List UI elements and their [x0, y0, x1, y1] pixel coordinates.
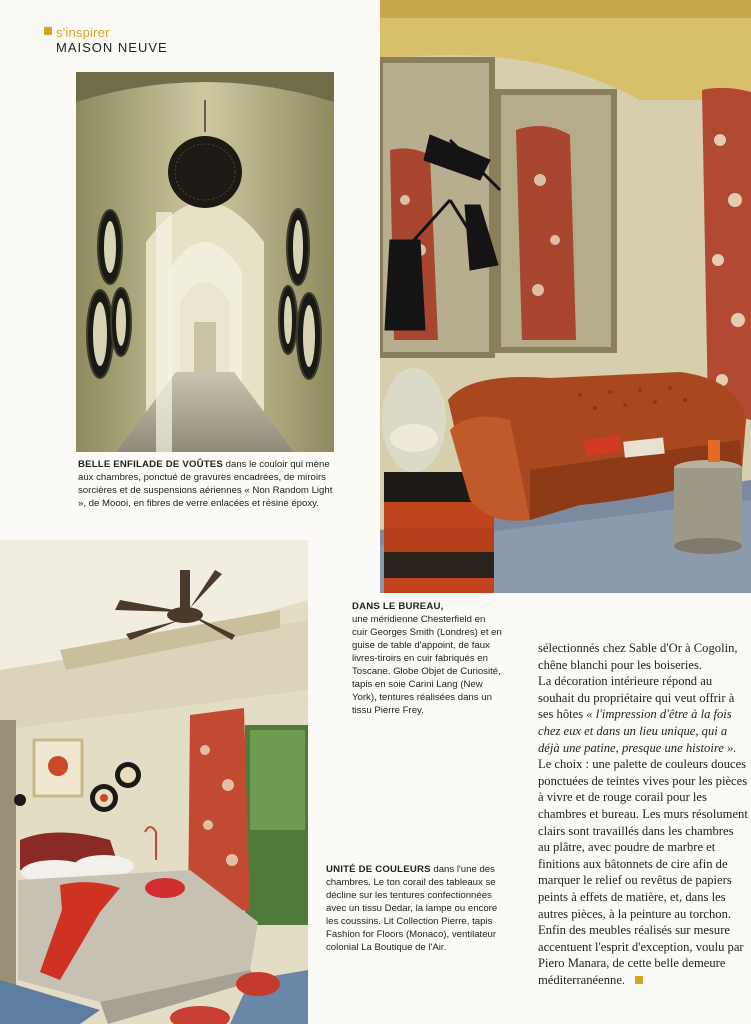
- body-paragraph-3-text: Le choix : une palette de couleurs douces ponctuées de teintes vives pour les pièces à vivre et de rouge corail pour les chambres et bureau. Les murs résolument clairs sont travaillés dans les chambres au plâtre, avec poudre de marbre et finitions aux bâtonnets de cire afin de marquer le relief ou revêtus de papiers peints à effets de matière, et, dans les autres pièces, à la peinture au torchon. Enfin des meubles réalisés sur mesure accentuent l'esprit d'exception, voulu par Piero Manara, de cette belle demeure méditerranéenne.: [538, 757, 748, 987]
- bedroom-caption-lead: UNITÉ DE COULEURS: [326, 864, 431, 875]
- bedroom-illustration: [0, 540, 308, 1024]
- end-mark-icon: [635, 976, 643, 984]
- bedroom-caption-text: dans l'une des chambres. Le ton corail des tableaux se décline sur les tentures confectionnées avec un tissu Dedar, la lampe ou encore les coussins. Lit Collection Pierre, tapis Fashion for Floors (Monaco), ventilateur colonial La Boutique de l'Air.: [326, 864, 498, 953]
- section-bullet-icon: [44, 27, 52, 35]
- section-label: s'inspirer: [56, 25, 110, 40]
- office-illustration: [380, 0, 751, 593]
- corridor-photo: [76, 72, 334, 452]
- rubric-title: MAISON NEUVE: [56, 40, 168, 55]
- corridor-illustration: [76, 72, 334, 452]
- office-caption-text: une méridienne Chesterfield en cuir Georges Smith (Londres) et en guise de table d'appoint, de faux livres-tiroirs en cuir fabriqués en Toscane. Globe Objet de Curiosité, tapis en soie Carini Lang (New York), tentures réalisées dans un tissu Pierre Frey.: [352, 614, 502, 716]
- body-paragraph-2-text: La décoration intérieure répond au souhait du propriétaire qui veut offrir à ses hôtes: [538, 674, 735, 722]
- office-caption: [352, 600, 502, 717]
- corridor-caption: [78, 458, 340, 510]
- office-photo: [380, 0, 751, 593]
- bedroom-photo: [0, 540, 308, 1024]
- corridor-caption-text: dans le couloir qui mène aux chambres, ponctué de gravures encadrées, de miroirs sorcières et de suspensions aériennes « Non Random Light », de Moooi, en fibres de verre enlacées et résine époxy.: [78, 459, 333, 509]
- body-paragraph-2: [538, 673, 748, 756]
- office-caption-lead: DANS LE BUREAU,: [352, 601, 444, 612]
- body-paragraph-3: [538, 756, 748, 988]
- body-paragraph-1: sélectionnés chez Sable d'Or à Cogolin, chêne blanchi pour les boiseries.: [538, 641, 738, 672]
- body-paragraph-2-quote: « l'impression d'être à la fois chez eux et dans un lieu unique, qui a déjà une patine, presque une histoire ».: [538, 707, 737, 755]
- bedroom-caption: [326, 863, 512, 954]
- article-body: [538, 640, 748, 988]
- page-header: [44, 24, 364, 55]
- corridor-caption-lead: BELLE ENFILADE DE VOÛTES: [78, 459, 223, 470]
